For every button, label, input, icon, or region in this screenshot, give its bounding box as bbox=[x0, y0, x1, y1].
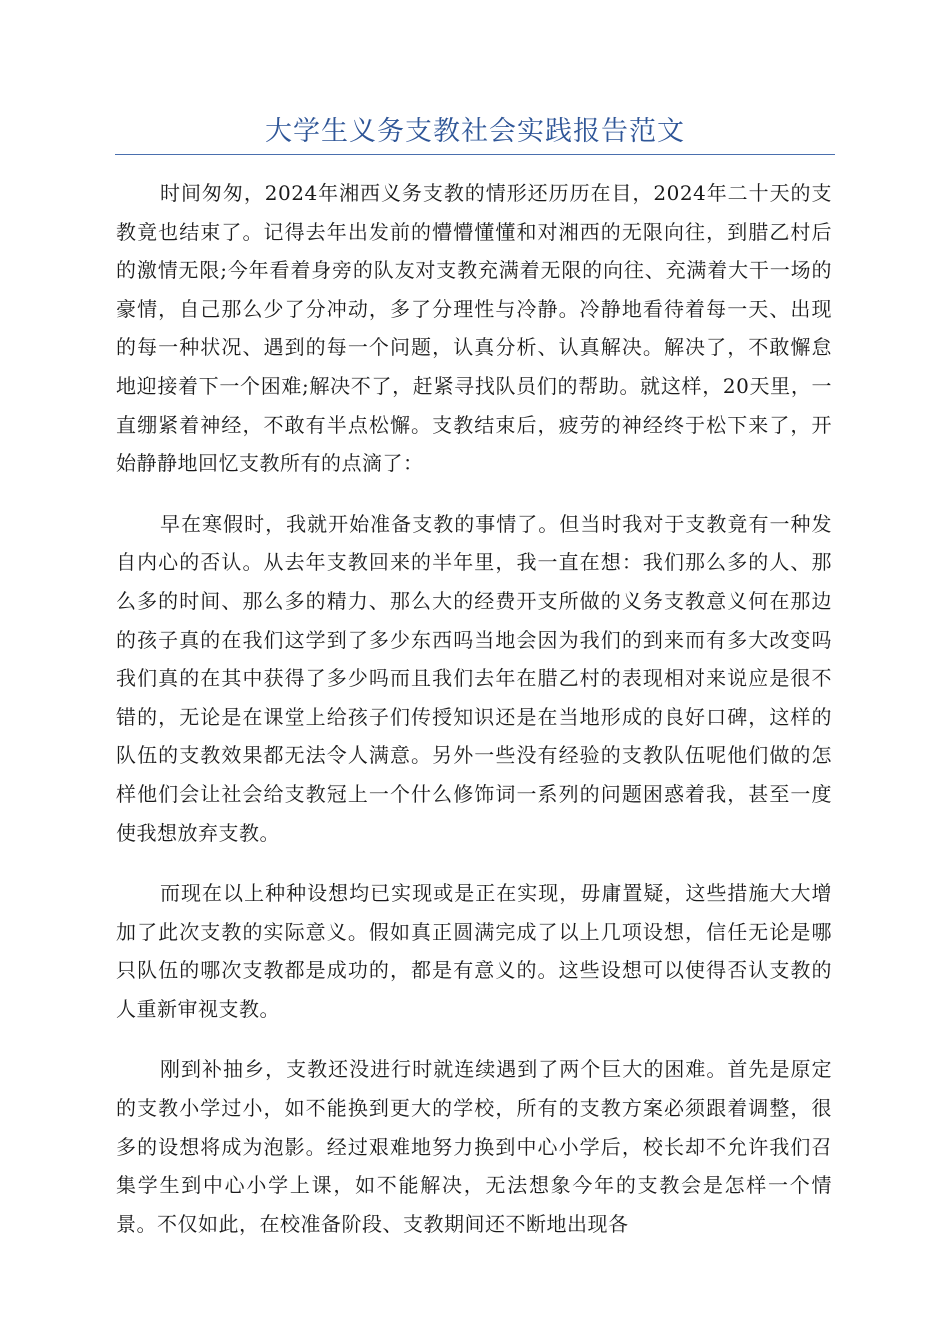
paragraph-2: 早在寒假时，我就开始准备支教的事情了。但当时我对于支教竟有一种发自内心的否认。从去年支教回来的半年里，我一直在想：我们那么多的人、那么多的时间、那么多的精力、那么大的经费开支所做的义务支教意义何在那边的孩子真的在我们这学到了多少东西吗当地会因为我们的到来而有多大改变吗我们真的在其中获得了多少吗而且我们去年在腊乙村的表现相对来说应是很不错的，无论是在课堂上给孩子们传授知识还是在当地形成的良好口碑，这样的队伍的支教效果都无法令人满意。另外一些没有经验的支教队伍呢他们做的怎样他们会让社会给支教冠上一个什么修饰词一系列的问题困惑着我，甚至一度使我想放弃支教。 bbox=[116, 511, 832, 845]
title-underline bbox=[115, 154, 835, 155]
document-title: 大学生义务支教社会实践报告范文 bbox=[265, 116, 685, 147]
paragraph-3: 而现在以上种种设想均已实现或是正在实现，毋庸置疑，这些措施大大增加了此次支教的实际意义。假如真正圆满完成了以上几项设想，信任无论是哪只队伍的哪次支教都是成功的，都是有意义的。这些设想可以使得否认支教的人重新审视支教。 bbox=[116, 881, 832, 1021]
paragraph-1: 时间匆匆，2024年湘西义务支教的情形还历历在目，2024年二十天的支教竟也结束了。记得去年出发前的懵懵懂懂和对湘西的无限向往，到腊乙村后的激情无限;今年看着身旁的队友对支教充满着无限的向往、充满着大干一场的豪情，自己那么少了分冲动，多了分理性与冷静。冷静地看待着每一天、出现的每一种状况、遇到的每一个问题，认真分析、认真解决。解决了，不敢懈怠地迎接着下一个困难;解决不了，赶紧寻找队员们的帮助。就这样，20天里，一直绷紧着神经，不敢有半点松懈。支教结束后，疲劳的神经终于松下来了，开始静静地回忆支教所有的点滴了： bbox=[116, 181, 832, 476]
paragraph-4: 刚到补抽乡，支教还没进行时就连续遇到了两个巨大的困难。首先是原定的支教小学过小，如不能换到更大的学校，所有的支教方案必须跟着调整，很多的设想将成为泡影。经过艰难地努力换到中心小学后，校长却不允许我们召集学生到中心小学上课，如不能解决，无法想象今年的支教会是怎样一个情景。不仅如此，在校准备阶段、支教期间还不断地出现各 bbox=[116, 1057, 832, 1236]
document-body bbox=[116, 174, 832, 1265]
